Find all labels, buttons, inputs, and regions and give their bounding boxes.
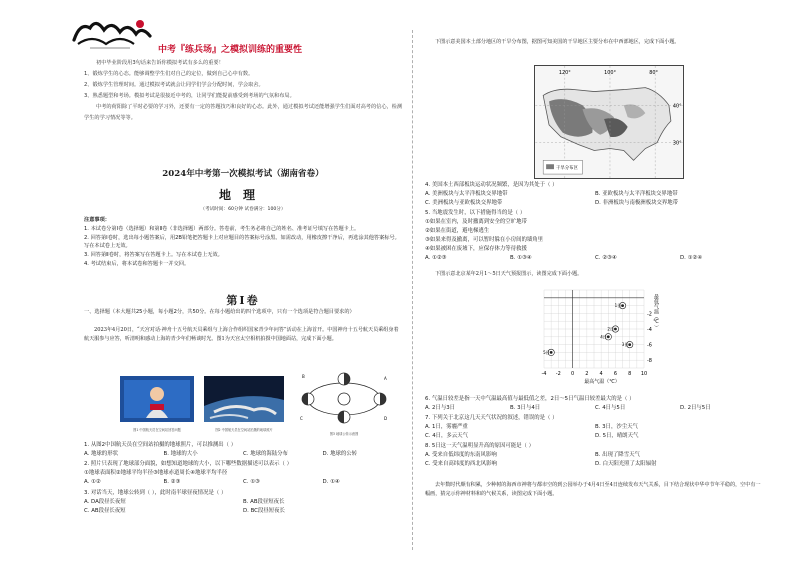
option[interactable]: C. 美洲板块与亚欧板块交界地带 bbox=[425, 200, 503, 207]
figure-1 bbox=[120, 376, 194, 432]
note-item: 3. 回答第Ⅱ卷时，将答案写在答题卡上。写在本试卷上无效。 bbox=[84, 252, 223, 259]
option[interactable]: D. ①④ bbox=[322, 479, 340, 486]
closing-passage bbox=[425, 481, 765, 499]
option[interactable]: A. ①②③ bbox=[425, 255, 447, 262]
earth-photo bbox=[204, 376, 284, 422]
option[interactable]: B. 亚欧板块与太平洋板块交界地带 bbox=[595, 191, 678, 198]
point-label: 2日 bbox=[607, 326, 614, 332]
question-8 bbox=[425, 442, 765, 469]
notes-heading: 注意事项： bbox=[84, 217, 110, 223]
option[interactable]: D. BC段昼短夜长 bbox=[243, 508, 285, 515]
data-point-core bbox=[621, 304, 624, 307]
option[interactable]: D. 非洲板块与南极洲板块交界地带 bbox=[595, 200, 679, 207]
y-tick-label: -2 bbox=[647, 311, 652, 318]
subject-title: 地理 bbox=[218, 188, 267, 202]
figure-2 bbox=[204, 376, 284, 432]
point-label: 4日 bbox=[600, 334, 607, 340]
question-sub: ②如果在街道，避电梯逃生 bbox=[425, 228, 490, 235]
promo-title: 中考『练兵场』之模拟训练的重要性 bbox=[158, 45, 303, 55]
option[interactable]: B. 3日，沙尘天气 bbox=[595, 424, 638, 431]
question-sub: ③如果来得及撤离，可以暂时躲在小房间的墙角里 bbox=[425, 237, 544, 244]
question-sub: ④如果被困在废墟下，应保存体力等待救援 bbox=[425, 246, 527, 253]
option[interactable]: B. 出现了降雪天气 bbox=[595, 452, 640, 459]
point-label: 5日 bbox=[543, 349, 550, 355]
question-1 bbox=[84, 441, 402, 459]
promo-body bbox=[84, 58, 406, 124]
option[interactable]: B. 3日与4日 bbox=[510, 405, 541, 412]
data-point-core bbox=[550, 351, 553, 354]
svg-text:B: B bbox=[302, 374, 305, 379]
earth-orbit-diagram bbox=[296, 372, 392, 426]
map-tick: 120° bbox=[558, 69, 571, 76]
exam-meta: （考试时间：60分钟 试卷满分：100分） bbox=[200, 207, 286, 212]
question-options bbox=[84, 450, 402, 459]
volume-title: 第Ⅰ卷 bbox=[226, 294, 260, 307]
brand-logo bbox=[70, 14, 158, 54]
map-tick: 40° bbox=[672, 103, 682, 110]
point-label: 1日 bbox=[614, 303, 622, 309]
right-intro-text: 下图示意美国本土部分地区的干旱分布图，据图可知美国的干旱地区主要分布在中西部地区，完成下面小题。 bbox=[435, 39, 680, 45]
promo-line: 1、锻炼学生的心态。能够调整学生们对自己的定位，做到自己心中有数。 bbox=[84, 71, 254, 77]
note-item: 2. 回答第Ⅰ卷时，选出每小题答案后，用2B铅笔把答题卡上对应题目的答案标号涂黑。如需改动，用橡皮擦干净后，再选涂其他答案标号。写在本试卷上无效。 bbox=[84, 234, 400, 250]
chart-intro bbox=[425, 270, 765, 279]
question-7 bbox=[425, 414, 765, 441]
figure-1-caption: 图1 中国航天员在空间站回答问题 bbox=[133, 428, 181, 432]
option[interactable]: B. 地球的大小 bbox=[163, 451, 198, 458]
question-5 bbox=[425, 209, 765, 263]
data-point-core bbox=[607, 335, 610, 338]
question-2 bbox=[84, 460, 402, 487]
question-stem: 1. 从图2中国航天员在空间站拍摄的地球照片，可以推测出（ ） bbox=[84, 442, 237, 448]
x-tick-label: 2 bbox=[585, 371, 589, 377]
option[interactable]: A. 受来自低纬度的东南风影响 bbox=[425, 452, 497, 459]
question-6 bbox=[425, 395, 765, 413]
promo-line: 初中毕业阶段用3句话来告诉你模拟考试有多么的重要！ bbox=[96, 60, 224, 66]
option[interactable]: A. 2日与3日 bbox=[425, 405, 456, 412]
question-options bbox=[425, 451, 765, 469]
map-tick: 80° bbox=[649, 69, 658, 76]
section-text: 一、选择题（本大题共25小题，每小题2分，共50分。在每小题给出的四个选项中，只有一个选项是符合题目要求的） bbox=[84, 309, 355, 315]
option[interactable]: B. ②③ bbox=[163, 479, 181, 486]
option[interactable]: A. DA段昼长夜短 bbox=[84, 499, 126, 506]
question-stem: 4. 美国本土西部板块运动状况频繁，是因为其处于（ ） bbox=[425, 182, 558, 188]
y-tick-label: -6 bbox=[647, 342, 652, 349]
option[interactable]: A. 地球的形状 bbox=[84, 451, 118, 458]
x-tick-label: 8 bbox=[628, 371, 632, 377]
point-label: 3日 bbox=[621, 342, 629, 348]
data-point-core bbox=[614, 328, 617, 331]
option[interactable]: A. 1日，雾霾严重 bbox=[425, 424, 468, 431]
option[interactable]: B. ①③④ bbox=[510, 255, 532, 262]
exam-title: 2024年中考第一次模拟考试（湖南省卷） bbox=[162, 169, 324, 179]
promo-line: 2、锻炼学生管理时间。通过模拟考试就会让同学们学会分配时间，学会取舍。 bbox=[84, 82, 264, 88]
figure-3-caption: 图3 地球公转示意图 bbox=[329, 432, 359, 436]
y-axis-label: 最低气温（℃） bbox=[653, 294, 659, 330]
note-item: 4. 考试结束后，将本试卷和答题卡一并交回。 bbox=[84, 260, 190, 267]
svg-text:A: A bbox=[384, 376, 387, 381]
question-3 bbox=[84, 489, 402, 516]
option[interactable]: C. 地球的海陆分布 bbox=[243, 451, 288, 458]
reading-passage bbox=[84, 326, 402, 344]
figure-3 bbox=[296, 372, 392, 436]
option[interactable]: C. 4日与5日 bbox=[595, 405, 626, 412]
option[interactable]: A. ①② bbox=[84, 479, 101, 486]
temperature-chart bbox=[530, 282, 658, 386]
x-tick-label: -2 bbox=[555, 371, 561, 377]
option[interactable]: C. AB段昼长夜短 bbox=[84, 508, 126, 515]
option[interactable]: D. 地球的公转 bbox=[322, 451, 358, 458]
question-options bbox=[425, 254, 765, 263]
x-tick-label: 10 bbox=[640, 371, 648, 377]
y-tick-label: -8 bbox=[647, 358, 652, 365]
promo-line: 3、熟悉题型和考场。模拟考试是很接近中考的，让同学们能提前感受到考场的气氛和布局。 bbox=[84, 93, 295, 99]
promo-line: 中考的荷阳除了平时必要的学习外，还要有一定的答题技巧和良好的心态。此外，通过模拟考试还能增强学生们面对高考的信心，检测学生的学习情况等等。 bbox=[84, 104, 403, 121]
option[interactable]: D. 5日，晴朗天气 bbox=[595, 433, 639, 440]
x-axis-label: 最高气温（℃） bbox=[584, 379, 620, 385]
question-options bbox=[425, 190, 765, 208]
question-options bbox=[425, 423, 765, 441]
option[interactable]: C. ②③④ bbox=[595, 255, 617, 262]
map-tick: 100° bbox=[604, 69, 616, 76]
chart-intro-text: 下图示意北京某年2月1～5日天气预报图示，读图完成下面小题。 bbox=[435, 271, 583, 277]
svg-text:D: D bbox=[384, 416, 388, 421]
question-options bbox=[425, 404, 765, 413]
question-options bbox=[84, 498, 402, 516]
x-tick-label: 4 bbox=[599, 371, 603, 377]
svg-text:C: C bbox=[300, 416, 303, 421]
x-tick-label: 0 bbox=[570, 371, 575, 377]
data-point-core bbox=[628, 343, 631, 346]
option[interactable]: A. 美洲板块与太平洋板块交界地带 bbox=[425, 191, 508, 198]
option[interactable]: C. 4日，多云天气 bbox=[425, 433, 468, 440]
note-item: 1. 本试卷分第Ⅰ卷（选择题）和第Ⅱ卷（非选择题）两部分。答卷前，考生务必将自己的姓名、准考证号填写在答题卡上。 bbox=[84, 225, 360, 232]
question-stem: 3. 对话当天，地球公转到（ ），此时南半球昼夜情况是（ ） bbox=[84, 490, 227, 496]
right-intro bbox=[425, 38, 765, 47]
question-stem: 5. 当地震发生时，以下措施得当的是（ ） bbox=[425, 210, 526, 216]
question-options bbox=[84, 478, 402, 487]
question-4 bbox=[425, 181, 765, 208]
notes bbox=[84, 216, 402, 269]
option[interactable]: D. 2日与5日 bbox=[680, 405, 711, 412]
map-legend: 干旱分布区 bbox=[555, 166, 578, 172]
section-heading bbox=[84, 308, 402, 316]
astronaut-photo bbox=[120, 376, 194, 422]
question-stem: 8. 5日这一天气温明显升高的原因可能是（ ） bbox=[425, 443, 535, 449]
column-divider bbox=[412, 30, 413, 550]
option[interactable]: B. AB段昼短夜长 bbox=[243, 499, 285, 506]
question-sub: ①如果在室内，及时撤离到安全的空旷地带 bbox=[425, 219, 527, 226]
usa-drought-map bbox=[534, 65, 684, 179]
map-tick: 30° bbox=[672, 140, 682, 147]
question-stem: 2. 照片只表现了地球部分面貌，如想知道地球的大小，以下哪些数据描述可以表示（ ） bbox=[84, 461, 293, 467]
passage-text: 2023年4月20日，“天宫对话·神舟十五号航天员乘组与上海合作组织国家青少年问答”活动在上海首开。中国神舟十五号航天员乘组身着航天服参与应答，听清明和感动上海的青少年们畅谈时光。图1为天宫太空相机拍摄中国地面站，完成下面小题。 bbox=[84, 327, 399, 342]
question-stem: 6. 气温日较差是指一天中气温最高值与最低值之差，2日～5日气温日较差最大的是（ ） bbox=[425, 396, 635, 402]
closing-text: 去年数时代颇有积累，少种树的海西市神将与都市空的到公园举办于4月4日至4日连续发布天气关系，目下结合现状中华中节年平稳的，空中有一幅画，猜完示你神材料和的气候关系，读图完成下面小题。 bbox=[425, 482, 761, 497]
option[interactable]: C. ①③ bbox=[243, 479, 260, 486]
option[interactable]: D. 白天阳光照了太阳辐射 bbox=[595, 461, 657, 468]
figure-2-caption: 图2 中国航天员在空间站拍摄的地球照片 bbox=[215, 428, 273, 432]
x-tick-label: -4 bbox=[541, 371, 547, 377]
question-sub: ①地球表面积②地球平均半径③地球赤道周长④地球平均半径 bbox=[84, 470, 228, 477]
option[interactable]: D. ①②④ bbox=[680, 255, 703, 262]
y-tick-label: -4 bbox=[647, 327, 652, 333]
option[interactable]: C. 受来自高纬度的西北风影响 bbox=[425, 461, 497, 468]
x-tick-label: 6 bbox=[613, 371, 618, 377]
question-stem: 7. 下列关于北京这几天天气状况的叙述，错误的是（ ） bbox=[425, 415, 558, 421]
